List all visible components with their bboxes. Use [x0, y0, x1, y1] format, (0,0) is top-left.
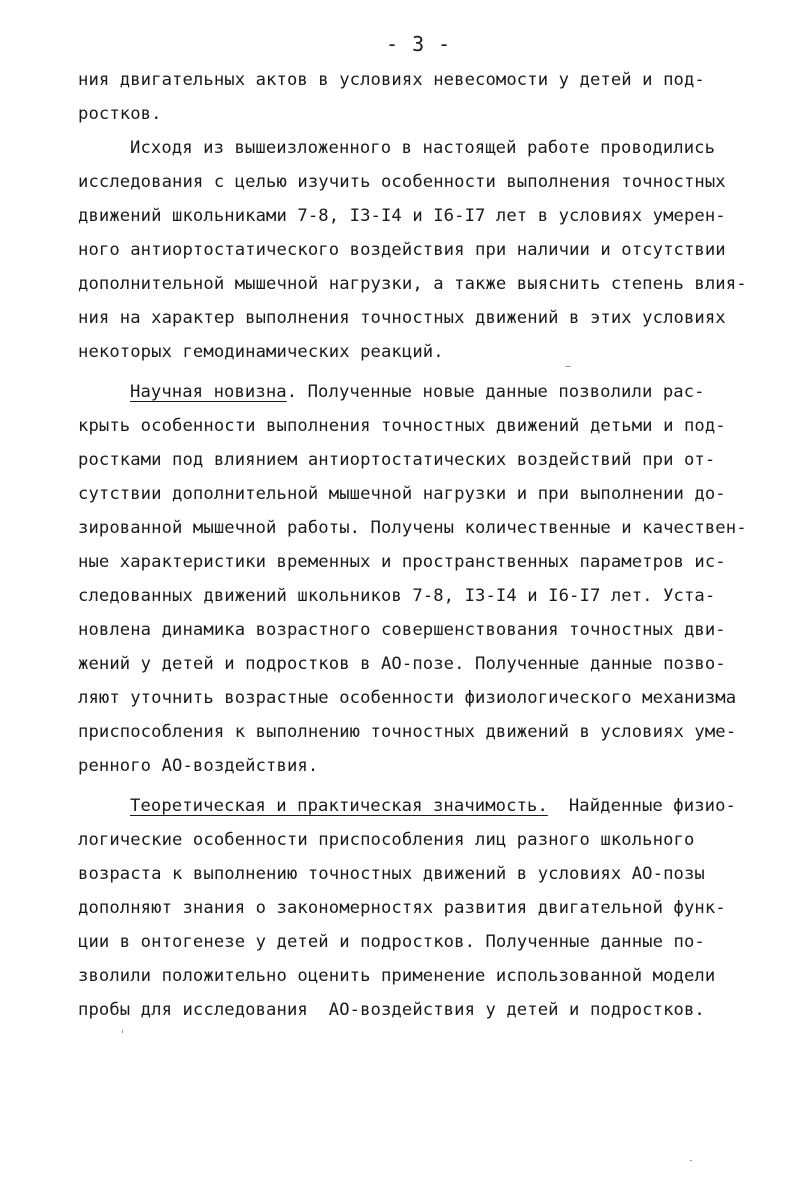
text-line: сутствии дополнительной мышечной нагрузки и при выполнении до-: [78, 484, 726, 504]
text-line: дополнительной мышечной нагрузки, а также выяснить степень влия-: [78, 274, 747, 294]
significance-heading: Теоретическая и практическая значимость.: [130, 796, 548, 816]
novelty-heading: Научная новизна: [130, 382, 287, 402]
text-line: зволили положительно оценить применение использованной модели: [78, 966, 716, 986]
text-line: движений школьниками 7-8, I3-I4 и I6-I7 лет в условиях умерен-: [78, 206, 726, 226]
text-line: ции в онтогенезе у детей и подростков. Полученные данные по-: [78, 932, 705, 952]
significance-first-line: [130, 798, 736, 815]
text-line: пробы для исследования АО-воздействия у детей и подростков.: [78, 1000, 705, 1020]
scan-speck: [565, 366, 571, 367]
text-line: ренного АО-воздействия.: [78, 756, 319, 776]
scan-speck: [690, 1160, 692, 1161]
novelty-first-line: [130, 384, 705, 401]
text-line: дополняют знания о закономерностях развития двигательной функ-: [78, 898, 726, 918]
text-line: ные характеристики временных и пространственных параметров ис-: [78, 552, 726, 572]
text-line: исследования с целью изучить особенности выполнения точностных: [78, 172, 726, 192]
text-span: Найденные физио-: [547, 796, 736, 816]
text-line: приспособления к выполнению точностных движений в условиях уме-: [78, 722, 737, 742]
text-line: ния на характер выполнения точностных движений в этих условиях: [78, 308, 726, 328]
text-line: возраста к выполнению точностных движений в условиях АО-позы: [78, 864, 705, 884]
text-line: новлена динамика возрастного совершенствования точностных дви-: [78, 620, 726, 640]
text-line: ростков.: [78, 104, 162, 124]
text-line: логические особенности приспособления лиц разного школьного: [78, 830, 695, 850]
text-line: жений у детей и подростков в АО-позе. Полученные данные позво-: [78, 654, 726, 674]
text-line: ного антиортостатического воздействия при наличии и отсутствии: [78, 240, 726, 260]
text-line: ростками под влиянием антиортостатических воздействий при от-: [78, 450, 716, 470]
text-line: зированной мышечной работы. Получены количественные и качествен-: [78, 518, 747, 538]
text-line: ния двигательных актов в условиях невесомости у детей и под-: [78, 70, 705, 90]
text-line: Исходя из вышеизложенного в настоящей работе проводились: [130, 138, 716, 158]
scan-speck: [122, 1030, 123, 1033]
text-span: . Полученные новые данные позволили рас-: [286, 382, 705, 402]
page-number: - 3 -: [386, 32, 452, 56]
text-line: крыть особенности выполнения точностных движений детьми и под-: [78, 416, 726, 436]
text-line: некоторых гемодинамических реакций.: [78, 342, 444, 362]
text-line: ляют уточнить возрастные особенности физиологического механизма: [78, 688, 737, 708]
text-line: следованных движений школьников 7-8, I3-I4 и I6-I7 лет. Уста-: [78, 586, 716, 606]
